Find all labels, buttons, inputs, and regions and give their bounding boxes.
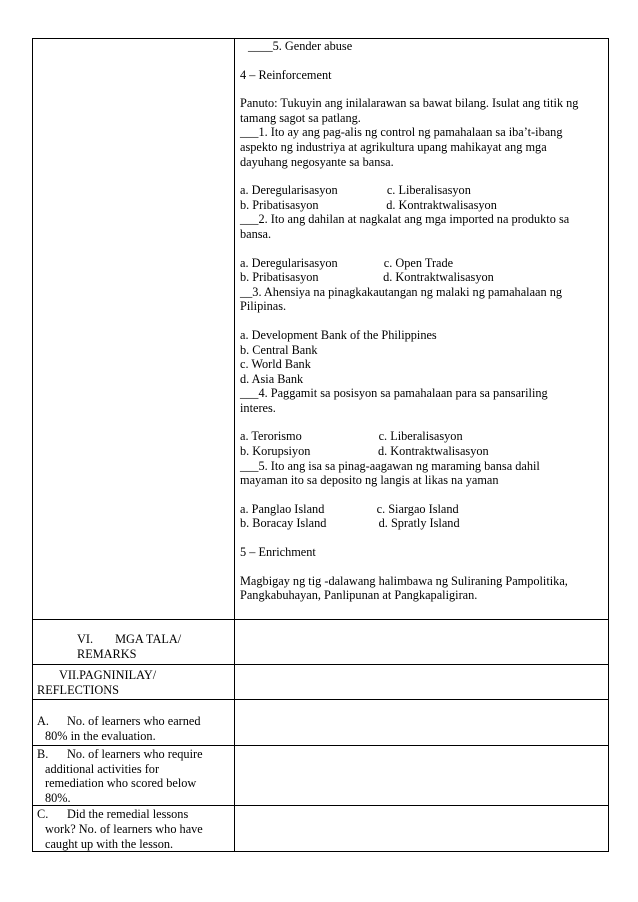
activities-content-cell xyxy=(235,39,609,620)
remarks-title-line1: MGA TALA/ xyxy=(115,632,182,646)
spacer xyxy=(240,415,604,429)
item-c-first-line: Did the remedial lessons xyxy=(67,807,189,822)
content-line: Pilipinas. xyxy=(240,299,287,314)
lesson-plan-table xyxy=(32,38,609,852)
spacer xyxy=(240,82,604,96)
reflections-title-line2: REFLECTIONS xyxy=(37,682,119,697)
item-c-input-cell[interactable] xyxy=(235,806,609,852)
content-line: mayaman ito sa deposito ng langis at likas na yaman xyxy=(240,473,499,488)
content-line: Pangkabuhayan, Panlipunan at Pangkapaligiran. xyxy=(240,588,478,603)
content-line: ___4. Paggamit sa posisyon sa pamahalaan para sa pansariling xyxy=(240,386,548,401)
item-c-label-cell xyxy=(33,806,235,852)
content-line: Panuto: Tukuyin ang inilalarawan sa bawat bilang. Isulat ang titik ng xyxy=(240,96,579,111)
content-line: ___5. Ito ang isa sa pinag-aagawan ng maraming bansa dahil xyxy=(240,458,540,473)
item-c-row xyxy=(33,806,609,852)
content-line: 4 – Reinforcement xyxy=(240,67,332,82)
item-b-line-4: 80%. xyxy=(45,790,71,805)
activities-left-cell xyxy=(33,39,235,620)
item-a-first-line: No. of learners who earned xyxy=(67,714,201,728)
content-line: ___1. Ito ay ang pag-alis ng control ng pamahalaan sa iba’t-ibang xyxy=(240,125,563,140)
lesson-plan-sheet xyxy=(32,38,606,852)
item-c-line-3: caught up with the lesson. xyxy=(45,836,174,851)
item-a-input-cell[interactable] xyxy=(235,700,609,746)
content-line: b. Korupsiyon d. Kontraktwalisasyon xyxy=(240,444,489,459)
content-line: tamang sagot sa patlang. xyxy=(240,110,361,125)
item-a-label xyxy=(33,700,234,743)
item-a-letter: A. xyxy=(37,714,49,728)
spacer xyxy=(240,169,604,183)
item-b-first-line: No. of learners who require xyxy=(67,747,203,761)
spacer xyxy=(240,560,604,574)
content-line: b. Pribatisasyon d. Kontraktwalisasyon xyxy=(240,270,494,285)
remarks-label xyxy=(33,620,234,661)
content-line: bansa. xyxy=(240,226,272,241)
item-b-input-cell[interactable] xyxy=(235,746,609,806)
reflections-label-cell xyxy=(33,665,235,700)
content-line: __3. Ahensiya na pinagkakautangan ng malaki ng pamahalaan ng xyxy=(240,284,563,299)
content-line: b. Central Bank xyxy=(240,342,318,357)
activities-row xyxy=(33,39,609,620)
content-line: b. Boracay Island d. Spratly Island xyxy=(240,516,460,531)
content-line: d. Asia Bank xyxy=(240,371,304,386)
content-line: 5 – Enrichment xyxy=(240,545,316,560)
spacer xyxy=(240,242,604,256)
remarks-number: VI. xyxy=(77,632,94,646)
item-c-label xyxy=(33,806,234,851)
spacer xyxy=(240,488,604,502)
item-c-letter: C. xyxy=(37,807,49,822)
content-line: b. Pribatisasyon d. Kontraktwalisasyon xyxy=(240,197,497,212)
content-line: dayuhang negosyante sa bansa. xyxy=(240,154,394,169)
item-b-row xyxy=(33,746,609,806)
item-a-line-2: 80% in the evaluation. xyxy=(45,728,156,743)
content-line: ___2. Ito ang dahilan at nagkalat ang mga imported na produkto sa xyxy=(240,212,570,227)
reflections-title-line1: VII.PAGNINILAY/ xyxy=(59,668,157,682)
content-line: c. World Bank xyxy=(240,357,311,372)
spacer xyxy=(240,314,604,328)
activities-content xyxy=(235,39,608,603)
content-line: a. Panglao Island c. Siargao Island xyxy=(240,501,459,516)
reflections-row xyxy=(33,665,609,700)
reflections-label xyxy=(33,665,234,697)
item-c-line-2: work? No. of learners who have xyxy=(45,821,203,836)
item-b-label xyxy=(33,746,234,805)
remarks-title-line2: REMARKS xyxy=(77,646,137,661)
remarks-row xyxy=(33,620,609,665)
content-line: aspekto ng industriya at agrikultura upang mahikayat ang mga xyxy=(240,139,547,154)
content-line: a. Deregularisasyon c. Open Trade xyxy=(240,255,454,270)
spacer xyxy=(240,531,604,545)
content-line: a. Terorismo c. Liberalisasyon xyxy=(240,429,463,444)
item-a-row xyxy=(33,700,609,746)
content-line: Magbigay ng tig -dalawang halimbawa ng Suliraning Pampolitika, xyxy=(240,573,568,588)
content-line: a. Development Bank of the Philippines xyxy=(240,327,437,342)
content-line: a. Deregularisasyon c. Liberalisasyon xyxy=(240,183,471,198)
content-line: interes. xyxy=(240,400,276,415)
content-line: ____5. Gender abuse xyxy=(248,39,353,53)
item-b-label-cell xyxy=(33,746,235,806)
reflections-input-cell[interactable] xyxy=(235,665,609,700)
item-b-line-2: additional activities for xyxy=(45,761,160,776)
item-b-line-3: remediation who scored below xyxy=(45,776,197,791)
remarks-label-cell xyxy=(33,620,235,665)
spacer xyxy=(240,54,604,68)
item-b-letter: B. xyxy=(37,747,49,761)
remarks-input-cell[interactable] xyxy=(235,620,609,665)
item-a-label-cell xyxy=(33,700,235,746)
